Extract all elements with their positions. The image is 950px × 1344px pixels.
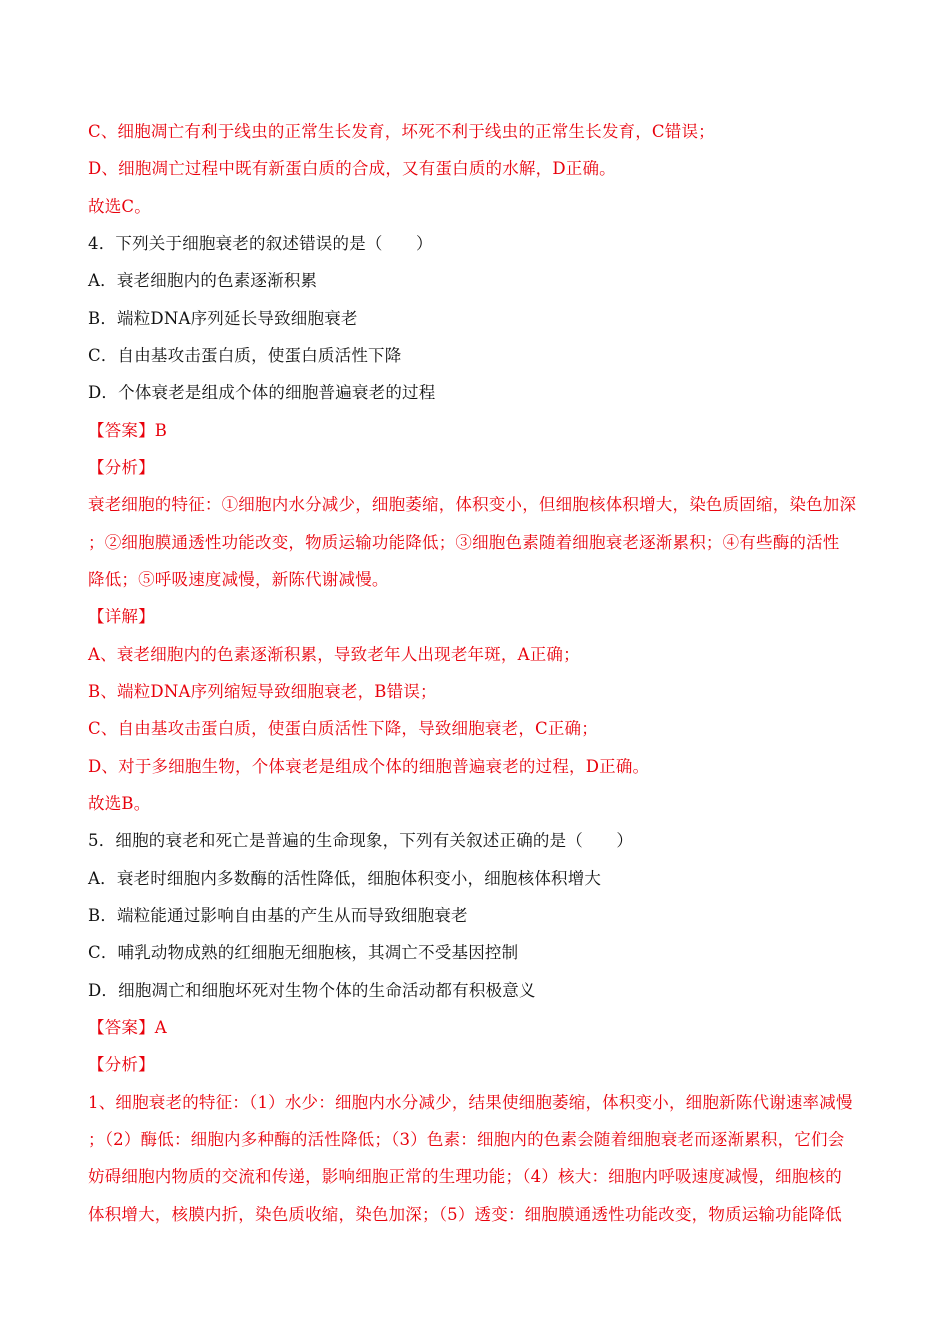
prev-explanation-d: D、细胞凋亡过程中既有新蛋白质的合成，又有蛋白质的水解，D正确。 (88, 159, 616, 178)
q4-answer: 【答案】B (88, 421, 168, 440)
q4-analysis-line: 降低；⑤呼吸速度减慢，新陈代谢减慢。 (88, 570, 389, 589)
q5-analysis-line: ；（2）酶低：细胞内多种酶的活性降低；（3）色素：细胞内的色素会随着细胞衰老而逐渐累积，它们会 (88, 1130, 845, 1149)
q5-answer: 【答案】A (88, 1018, 167, 1037)
q5-option-c: C．哺乳动物成熟的红细胞无细胞核，其凋亡不受基因控制 (88, 943, 519, 962)
prev-explanation-c: C、细胞凋亡有利于线虫的正常生长发育，坏死不利于线虫的正常生长发育，C错误； (88, 122, 715, 141)
q4-stem: 4．下列关于细胞衰老的叙述错误的是（ ） (88, 234, 433, 253)
q4-detail-label: 【详解】 (88, 607, 155, 626)
q4-choice: 故选B。 (88, 794, 151, 813)
q4-analysis-line: ；②细胞膜通透性功能改变，物质运输功能降低；③细胞色素随着细胞衰老逐渐累积；④有些酶的活性 (88, 533, 840, 552)
q4-detail-line: A、衰老细胞内的色素逐渐积累，导致老年人出现老年斑，A正确； (88, 645, 580, 664)
q5-option-b: B．端粒能通过影响自由基的产生从而导致细胞衰老 (88, 906, 468, 925)
q4-option-b: B．端粒DNA序列延长导致细胞衰老 (88, 309, 358, 328)
q5-analysis-label: 【分析】 (88, 1055, 155, 1074)
q4-option-a: A．衰老细胞内的色素逐渐积累 (88, 271, 318, 290)
prev-choice: 故选C。 (88, 197, 151, 216)
q4-analysis-line: 衰老细胞的特征：①细胞内水分减少，细胞萎缩，体积变小，但细胞核体积增大，染色质固缩，染色加深 (88, 495, 857, 514)
q5-option-d: D．细胞凋亡和细胞坏死对生物个体的生命活动都有积极意义 (88, 981, 536, 1000)
q5-stem: 5．细胞的衰老和死亡是普遍的生命现象，下列有关叙述正确的是（ ） (88, 831, 634, 850)
q5-analysis-line: 妨碍细胞内物质的交流和传递，影响细胞正常的生理功能；（4）核大：细胞内呼吸速度减慢，细胞核的 (88, 1167, 842, 1186)
q4-option-d: D．个体衰老是组成个体的细胞普遍衰老的过程 (88, 383, 436, 402)
q5-analysis-line: 体积增大，核膜内折，染色质收缩，染色加深；（5）透变：细胞膜通透性功能改变，物质运输功能降低 (88, 1205, 842, 1224)
q4-detail-line: C、自由基攻击蛋白质，使蛋白质活性下降，导致细胞衰老，C正确； (88, 719, 598, 738)
q4-detail-line: D、对于多细胞生物，个体衰老是组成个体的细胞普遍衰老的过程，D正确。 (88, 757, 650, 776)
q4-option-c: C．自由基攻击蛋白质，使蛋白质活性下降 (88, 346, 402, 365)
q4-detail-line: B、端粒DNA序列缩短导致细胞衰老，B错误； (88, 682, 437, 701)
q4-analysis-label: 【分析】 (88, 458, 155, 477)
q5-option-a: A．衰老时细胞内多数酶的活性降低，细胞体积变小，细胞核体积增大 (88, 869, 602, 888)
q5-analysis-line: 1、细胞衰老的特征：（1）水少：细胞内水分减少，结果使细胞萎缩，体积变小，细胞新陈代谢速率减慢 (88, 1093, 853, 1112)
